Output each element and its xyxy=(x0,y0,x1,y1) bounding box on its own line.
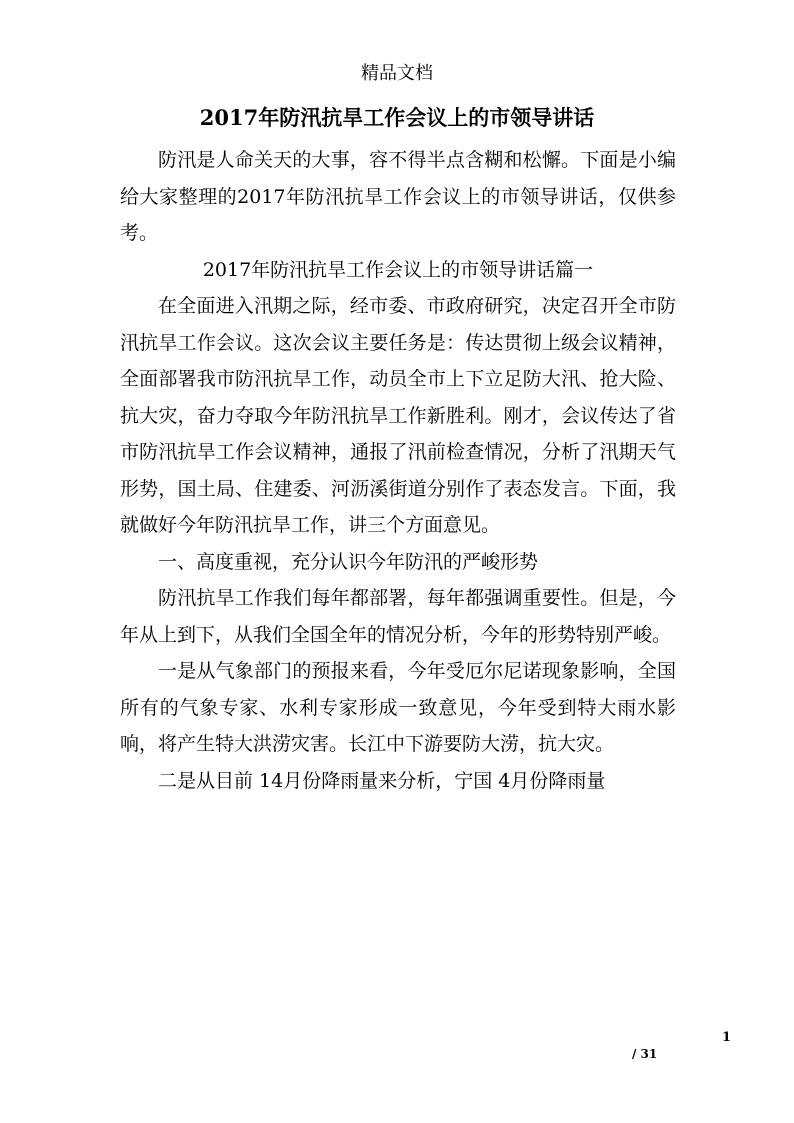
section-heading: 一、高度重视，充分认识今年防汛的严峻形势 xyxy=(158,550,539,573)
page-number: 1 xyxy=(722,1030,732,1045)
body-paragraph: 二是从目前 14月份降雨量来分析，宁国 4月份降雨量 xyxy=(158,769,606,792)
intro-paragraph: 防汛是人命关天的大事，容不得半点含糊和松懈。下面是小编给大家整理的2017年防汛抗旱工作会议上的市领导讲话，仅供参考。 xyxy=(120,149,676,244)
page-total: / 31 xyxy=(632,1047,658,1061)
section-subtitle: 2017年防汛抗旱工作会议上的市领导讲话篇一 xyxy=(202,258,594,281)
body-paragraph: 在全面进入汛期之际，经市委、市政府研究，决定召开全市防汛抗旱工作会议。这次会议主要任务是：传达贯彻上级会议精神，全面部署我市防汛抗旱工作，动员全市上下立足防大汛、抢大险、抗大灾，奋力夺取今年防汛抗旱工作新胜利。刚才，会议传达了省市防汛抗旱工作会议精神，通报了汛前检查情况，分析了汛期天气形势，国土局、住建委、河沥溪街道分别作了表态发言。下面，我就做好今年防汛抗旱工作，讲三个方面意见。 xyxy=(120,295,676,536)
document-body xyxy=(120,142,676,799)
body-paragraph: 防汛抗旱工作我们每年都部署，每年都强调重要性。但是，今年从上到下，从我们全国全年的情况分析，今年的形势特别严峻。 xyxy=(120,587,676,646)
body-paragraph: 一是从气象部门的预报来看，今年受厄尔尼诺现象影响，全国所有的气象专家、水利专家形成一致意见，今年受到特大雨水影响，将产生特大洪涝灾害。长江中下游要防大涝，抗大灾。 xyxy=(120,660,676,755)
document-title: 2017年防汛抗旱工作会议上的市领导讲话 xyxy=(199,105,595,130)
page-header: 精品文档 xyxy=(361,63,433,84)
